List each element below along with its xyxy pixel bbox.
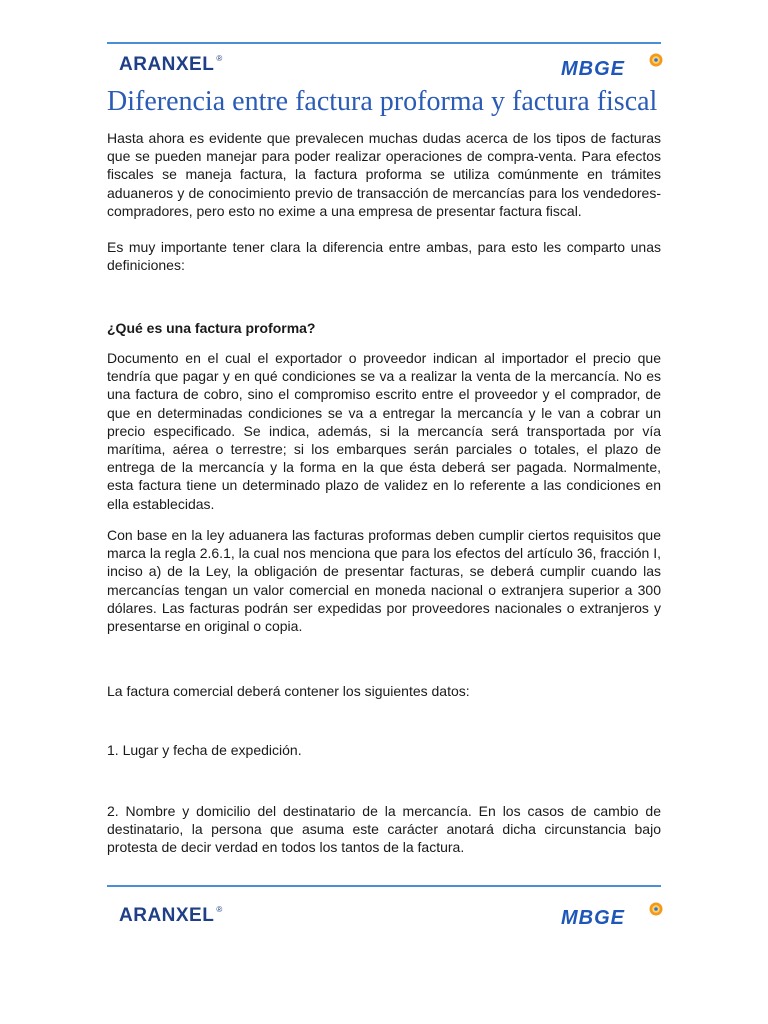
- mbge-globe-icon: [649, 902, 663, 916]
- legal-requirements-paragraph: Con base en la ley aduanera las facturas proformas deben cumplir ciertos requisitos que marca la regla 2.6.1, la cual nos menciona que para los efectos del artículo 36, fracción I, inciso a) de la Ley, la obligación de presentar facturas, se deberá cumplir cuando las mercancías tengan un valor comercial en moneda nacional o extranjera superior a 300 dólares. Las facturas podrán ser expedidas por proveedores nacionales o extranjeros y presentarse en original o copia.: [107, 527, 661, 635]
- aranxel-logo: ARANXEL ®: [119, 54, 223, 75]
- required-data-paragraph: La factura comercial deberá contener los siguientes datos:: [107, 683, 470, 699]
- page-title: Diferencia entre factura proforma y factura fiscal: [107, 86, 658, 117]
- intro-paragraph: Hasta ahora es evidente que prevalecen muchas dudas acerca de los tipos de facturas que se pueden manejar para poder realizar operaciones de compra-venta. Para efectos fiscales se maneja factura, la factura proforma se utiliza comúnmente en trámites aduaneros y de conocimiento previo de transacción de mercancías para los vendedores-compradores, pero esto no exime a una empresa de presentar factura fiscal.: [107, 130, 661, 219]
- aranxel-logo-footer: ARANXEL ®: [119, 905, 223, 926]
- proforma-definition-paragraph: Documento en el cual el exportador o proveedor indican al importador el precio que tendría que pagar y en qué condiciones se va a realizar la venta de la mercancía. No es una factura de cobro, sino el compromiso escrito entre el proveedor y el comprador, de que en determinadas condiciones se va a entregar la mercancía y le van a cobrar un precio especificado. Se indica, además, si la mercancía será transportada por vía marítima, aérea o terrestre; si los embarques serán parciales o totales, el plazo de entrega de la mercancía y la forma en la que ésta deberá ser pagada. Normalmente, esta factura tiene un determinado plazo de validez en lo referente a las condiciones en ella establecidas.: [107, 350, 661, 512]
- list-item: 1. Lugar y fecha de expedición.: [107, 742, 302, 758]
- header-rule: [107, 42, 661, 44]
- mbge-logo: MBGE: [561, 53, 665, 83]
- mbge-logo-footer: MBGE: [561, 902, 665, 932]
- list-item: 2. Nombre y domicilio del destinatario de la mercancía. En los casos de cambio de destinatario, la persona que asuma este carácter anotará dicha circunstancia bajo protesta de decir verdad en todos los tantos de la factura.: [107, 803, 661, 856]
- mbge-globe-icon: [649, 53, 663, 67]
- section-heading: ¿Qué es una factura proforma?: [107, 320, 316, 336]
- definitions-paragraph: Es muy importante tener clara la diferencia entre ambas, para esto les comparto unas definiciones:: [107, 239, 661, 274]
- footer-rule: [107, 885, 661, 887]
